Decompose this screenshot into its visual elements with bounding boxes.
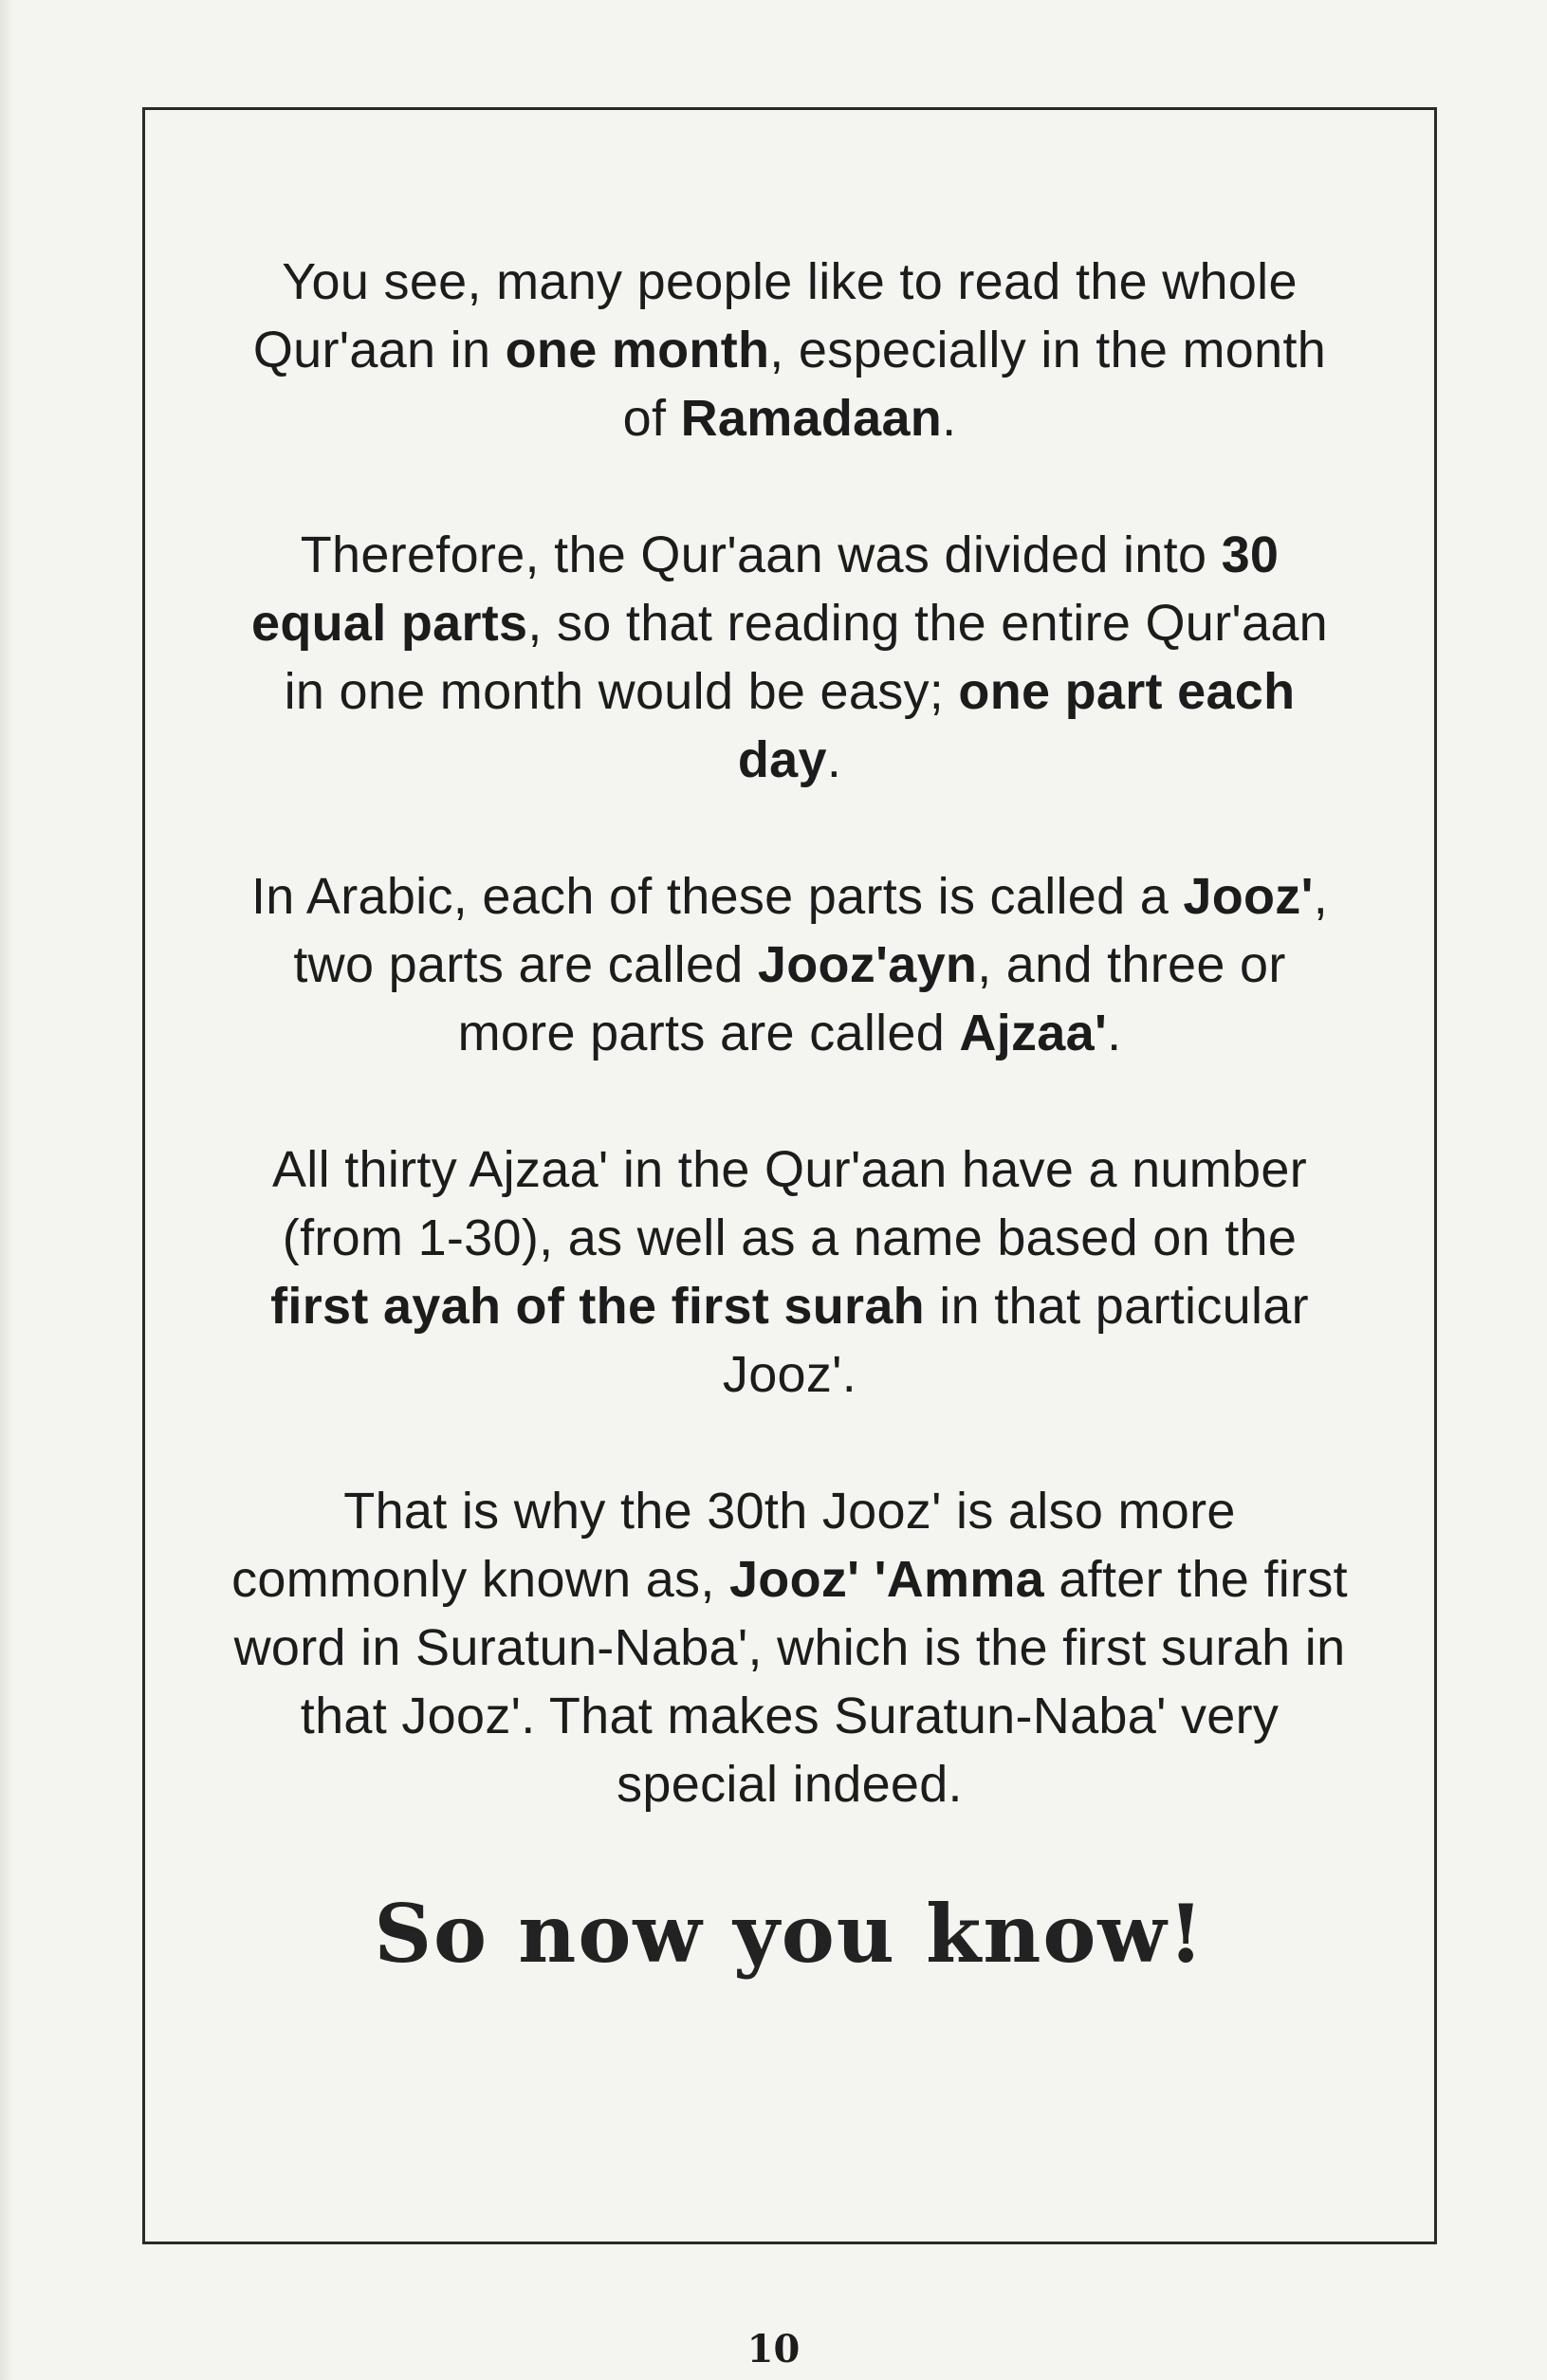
page-edge [0, 0, 13, 2380]
page-number: 10 [746, 2327, 801, 2371]
paragraph-numbering [230, 1135, 1350, 1409]
bold-text-span: 30 equal parts [250, 526, 1280, 652]
text-span: . [942, 390, 957, 447]
bold-text-span: first ayah of the first surah [270, 1278, 925, 1335]
bold-text-span: one month [505, 322, 770, 378]
text-span: . [826, 731, 842, 788]
paragraph-arabic-names [230, 862, 1350, 1067]
paragraph-one-month [230, 248, 1350, 452]
text-span: , so that reading the entire Qur'aan in one month would be easy; [284, 595, 1329, 720]
text-span: , and three or more parts are called [457, 936, 1286, 1061]
text-span: after the first word in Suratun-Naba', which is the first surah in that Jooz'. That makes Suratun-Naba' very special indeed. [233, 1551, 1348, 1813]
text-span: In Arabic, each of these parts is called a [250, 868, 1184, 925]
bold-text-span: Ramadaan [680, 390, 943, 447]
text-span: . [1107, 1005, 1122, 1061]
bold-text-span: Jooz'ayn [757, 936, 978, 993]
text-span: Therefore, the Qur'aan was divided into [300, 526, 1222, 583]
text-span: in that particular Jooz'. [722, 1278, 1309, 1403]
bold-text-span: Ajzaa' [959, 1005, 1108, 1061]
slogan-heading: So now you know! [374, 1887, 1206, 1981]
text-span: , especially in the month of [622, 322, 1327, 447]
paragraph-thirty-parts [230, 521, 1350, 794]
text-span: , two parts are called [293, 868, 1329, 993]
frame-content [145, 248, 1434, 1981]
text-span: That is why the 30th Jooz' is also more commonly known as, [231, 1483, 1236, 1608]
bold-text-span: Jooz' 'Amma [728, 1551, 1045, 1608]
paragraph-jooz-amma [230, 1477, 1350, 1818]
text-span: All thirty Ajzaa' in the Qur'aan have a number (from 1-30), as well as a name based on the [271, 1141, 1307, 1266]
text-frame [142, 107, 1437, 2244]
bold-text-span: one part each day [737, 663, 1296, 788]
text-span: You see, many people like to read the whole Qur'aan in [252, 253, 1298, 378]
bold-text-span: Jooz' [1183, 868, 1314, 925]
